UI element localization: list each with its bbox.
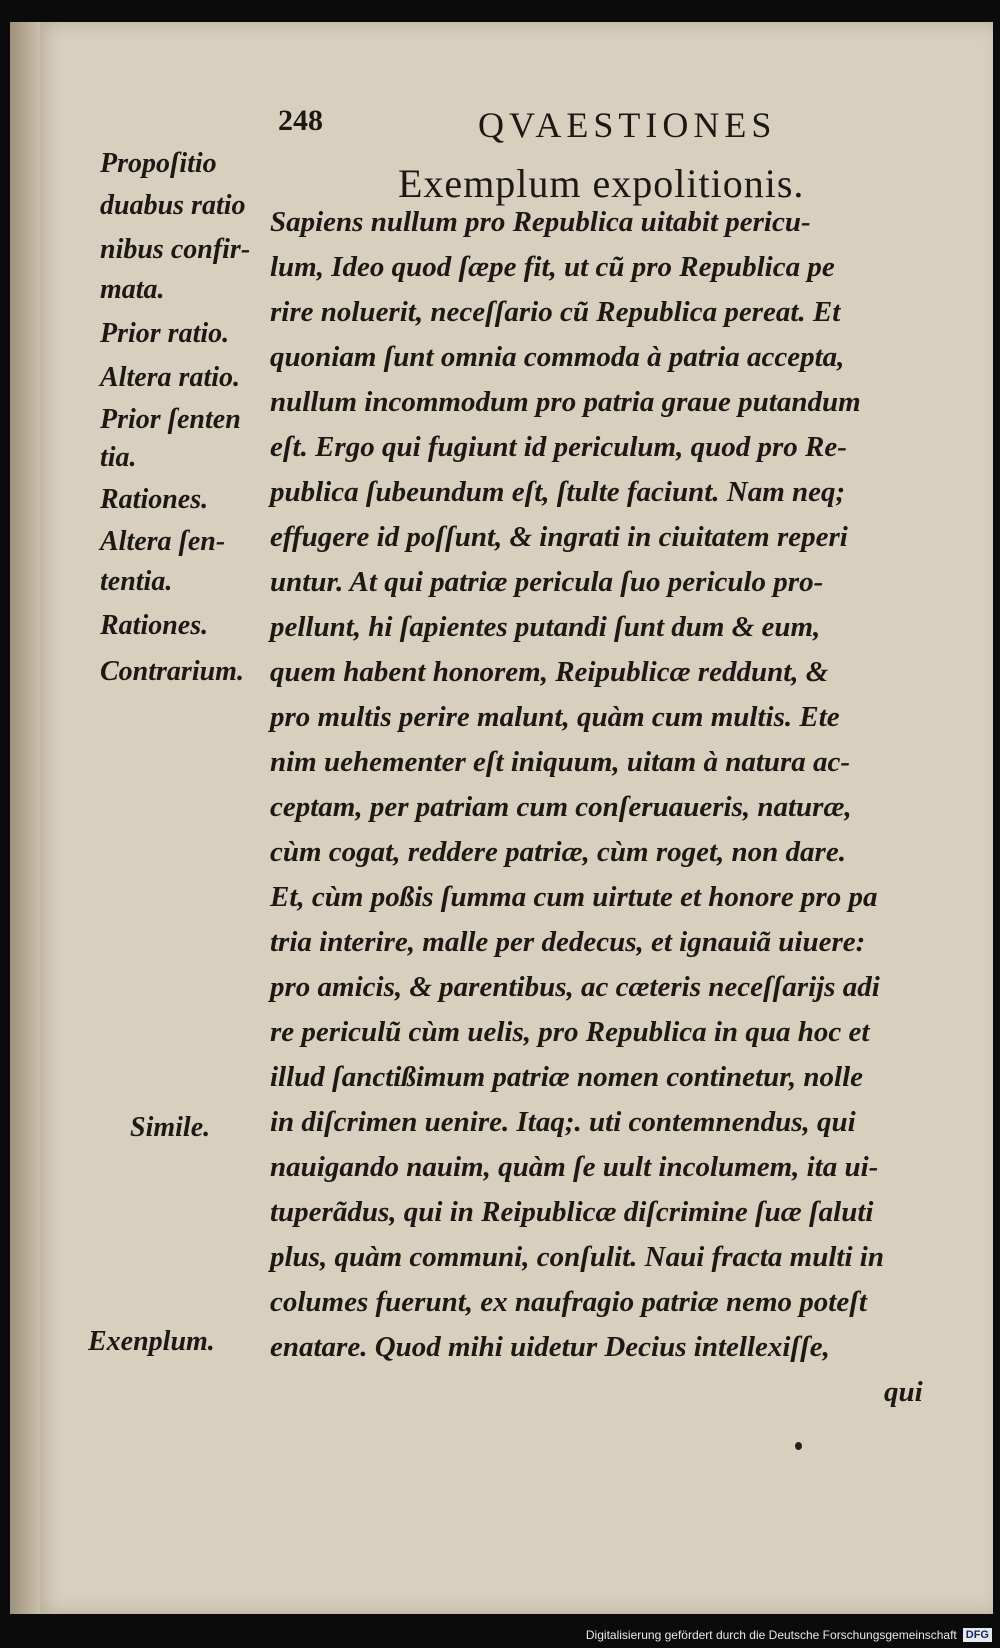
body-line: tuperãdus, qui in Reipublicæ diſcrimine ſuæ ſaluti bbox=[270, 1196, 874, 1228]
ink-dot bbox=[795, 1442, 802, 1450]
body-line: quem habent honorem, Reipublicæ reddunt, & bbox=[270, 656, 829, 688]
digitization-footer bbox=[586, 1628, 992, 1642]
body-line: untur. At qui patriæ pericula ſuo periculo pro- bbox=[270, 566, 824, 598]
body-line: pro multis perire malunt, quàm cum multis. Ete bbox=[270, 701, 840, 733]
running-title: QVAESTIONES bbox=[478, 105, 777, 145]
footer-credit: Digitalisierung gefördert durch die Deutsche Forschungsgemeinschaft bbox=[585, 1628, 957, 1642]
margin-note: Rationes. bbox=[100, 610, 209, 641]
body-line: cùm cogat, reddere patriæ, cùm roget, non dare. bbox=[270, 836, 846, 868]
margin-note: Rationes. bbox=[100, 484, 209, 515]
dfg-logo: DFG bbox=[963, 1628, 992, 1642]
body-line: Sapiens nullum pro Republica uitabit pericu- bbox=[270, 206, 811, 238]
body-line: tria interire, malle per dedecus, et ignauiã uiuere: bbox=[270, 926, 866, 958]
body-line: effugere id poſſunt, & ingrati in ciuitatem reperi bbox=[270, 521, 848, 553]
section-title: Exemplum expolitionis. bbox=[398, 161, 805, 206]
margin-note: tentia. bbox=[100, 566, 173, 597]
margin-note: Exenplum. bbox=[88, 1326, 215, 1357]
margin-note: tia. bbox=[100, 442, 137, 473]
body-line: lum, Ideo quod ſæpe fit, ut cũ pro Republica pe bbox=[270, 251, 835, 283]
margin-note: Simile. bbox=[130, 1112, 211, 1143]
margin-note: nibus confir- bbox=[100, 234, 251, 265]
body-line: illud ſanctißimum patriæ nomen continetur, nolle bbox=[270, 1061, 863, 1093]
body-line: plus, quàm communi, conſulit. Naui fracta multi in bbox=[270, 1241, 884, 1273]
page-number: 248 bbox=[278, 104, 323, 137]
margin-note: Altera ſen- bbox=[100, 526, 226, 557]
body-line: in diſcrimen uenire. Itaq;. uti contemnendus, qui bbox=[270, 1106, 856, 1138]
margin-note: mata. bbox=[100, 274, 165, 305]
margin-note: duabus ratio bbox=[100, 190, 246, 221]
body-line: pellunt, hi ſapientes putandi ſunt dum & eum, bbox=[270, 611, 821, 643]
margin-note: Altera ratio. bbox=[100, 362, 241, 393]
body-line: enatare. Quod mihi uidetur Decius intellexiſſe, bbox=[270, 1331, 830, 1363]
margin-note: Prior ſenten bbox=[100, 404, 241, 435]
body-line: Et, cùm poßis ſumma cum uirtute et honore pro pa bbox=[270, 881, 878, 913]
body-line: publica ſubeundum eſt, ſtulte faciunt. Nam neq; bbox=[270, 476, 846, 508]
body-line: re periculũ cùm uelis, pro Republica in qua hoc et bbox=[270, 1016, 870, 1048]
catchword: qui bbox=[884, 1376, 923, 1408]
body-line: columes fuerunt, ex naufragio patriæ nemo poteſt bbox=[270, 1286, 867, 1318]
body-line: quoniam ſunt omnia commoda à patria accepta, bbox=[270, 341, 845, 373]
margin-note: Propoſitio bbox=[100, 148, 217, 179]
page-gutter bbox=[10, 22, 40, 1614]
body-line: eſt. Ergo qui fugiunt id periculum, quod pro Re- bbox=[270, 431, 847, 463]
body-line: pro amicis, & parentibus, ac cæteris neceſſarijs adi bbox=[270, 971, 880, 1003]
margin-note: Prior ratio. bbox=[100, 318, 230, 349]
body-line: nim uehementer eſt iniquum, uitam à natura ac- bbox=[270, 746, 851, 778]
body-line: nauigando nauim, quàm ſe uult incolumem, ita ui- bbox=[270, 1151, 879, 1183]
margin-note: Contrarium. bbox=[100, 656, 244, 687]
body-line: ceptam, per patriam cum conſeruaueris, naturæ, bbox=[270, 791, 852, 823]
body-line: nullum incommodum pro patria graue putandum bbox=[270, 386, 861, 418]
body-line: rire noluerit, neceſſario cũ Republica pereat. Et bbox=[270, 296, 841, 328]
